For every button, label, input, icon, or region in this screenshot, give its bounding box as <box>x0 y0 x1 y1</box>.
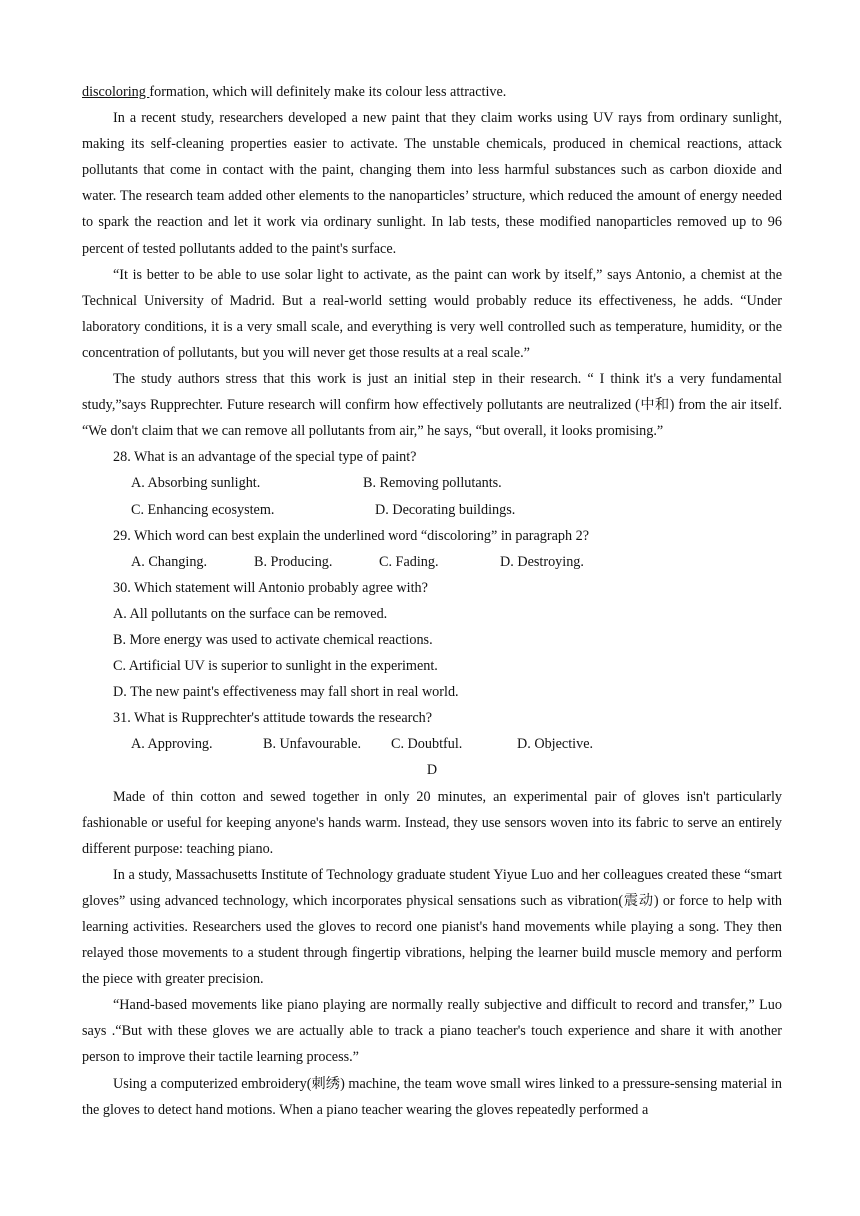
option-31d: D. Objective. <box>517 736 594 753</box>
paragraph-luo-quote: “Hand-based movements like piano playing are normally really subjective and difficult to record and transfer,” Luo says .“But with these gloves we are actually able to track a piano teacher's touch experience and share it with another person to improve their tactile learning process.” <box>82 997 782 1066</box>
paragraph-mit-study: In a study, Massachusetts Institute of Technology graduate student Yiyue Luo and her colleagues created these “smart gloves” using advanced technology, which incorporates physical sensations such as vibration(震动) or force to help with learning activities. Researchers used the gloves to record one pianist's hand movements while playing a song. They then relayed those movements to a student through fingertip vibrations, helping the learner build muscle memory and perform the piece with greater precision. <box>82 866 782 988</box>
paragraph-embroidery: Using a computerized embroidery(刺绣) machine, the team wove small wires linked to a pressure-sensing material in the gloves to detect hand motions. When a piano teacher wearing the gloves repeatedly performed a <box>82 1075 782 1118</box>
paragraph-gloves-intro: Made of thin cotton and sewed together in only 20 minutes, an experimental pair of gloves isn't particularly fashionable or useful for keeping anyone's hands warm. Instead, they use sensors woven into its fabric to serve an entirely different purpose: teaching piano. <box>82 788 782 857</box>
option-30a: A. All pollutants on the surface can be removed. <box>113 605 388 622</box>
option-30b: B. More energy was used to activate chemical reactions. <box>113 631 433 648</box>
continuation-text: formation, which will definitely make its colour less attractive. <box>149 84 507 100</box>
question-29-stem: 29. Which word can best explain the underlined word “discoloring” in paragraph 2? <box>113 527 590 544</box>
option-29c: C. Fading. <box>379 553 439 570</box>
option-31b: B. Unfavourable. <box>263 736 362 753</box>
option-29a: A. Changing. <box>131 553 208 570</box>
question-28-options-row1 <box>131 470 782 496</box>
option-31a: A. Approving. <box>131 736 213 753</box>
option-29b: B. Producing. <box>254 553 333 570</box>
document-page <box>82 79 782 1123</box>
paragraph-paint-study: In a recent study, researchers developed a new paint that they claim works using UV rays from ordinary sunlight, making its self-cleaning properties easier to activate. The unstable chemicals, produced in chemical reactions, attack pollutants that come in contact with the paint, changing them into less harmful substances such as carbon dioxide and water. The research team added other elements to the nanoparticles’ structure, which reduced the amount of energy needed to spark the reaction and let it work via ordinary sunlight. In lab tests, these modified nanoparticles removed up to 96 percent of tested pollutants added to the paint's surface. <box>82 110 782 257</box>
option-28c: C. Enhancing ecosystem. <box>131 501 275 518</box>
question-30-stem: 30. Which statement will Antonio probably agree with? <box>113 579 428 596</box>
paragraph-continuation <box>82 79 782 105</box>
section-d-heading: D <box>426 762 438 779</box>
option-29d: D. Destroying. <box>500 553 584 570</box>
option-30c: C. Artificial UV is superior to sunlight in the experiment. <box>113 658 438 675</box>
option-28b: B. Removing pollutants. <box>363 475 502 492</box>
underlined-word-discoloring: discoloring <box>82 84 150 100</box>
question-28-options-row2 <box>131 497 782 523</box>
question-31-stem: 31. What is Rupprechter's attitude towards the research? <box>113 710 433 727</box>
question-29-options <box>131 549 782 575</box>
option-30d: D. The new paint's effectiveness may fall short in real world. <box>113 684 459 701</box>
option-28a: A. Absorbing sunlight. <box>131 475 261 492</box>
paragraph-rupprechter: The study authors stress that this work is just an initial step in their research. “ I think it's a very fundamental study,”says Rupprechter. Future research will confirm how effectively pollutants are neutralized (中和) from the air itself. “We don't claim that we can remove all pollutants from air,” he says, “but overall, it looks promising.” <box>82 371 782 440</box>
question-31-options <box>131 731 782 757</box>
option-31c: C. Doubtful. <box>391 736 463 753</box>
question-28-stem: 28. What is an advantage of the special type of paint? <box>113 449 417 466</box>
paragraph-antonio-quote: “It is better to be able to use solar light to activate, as the paint can work by itself,” says Antonio, a chemist at the Technical University of Madrid. But a real-world setting would probably reduce its effectiveness, he adds. “Under laboratory conditions, it is a very small scale, and everything is very well controlled such as temperature, humidity, or the concentration of pollutants, but you will never get those results at a real scale.” <box>82 266 782 361</box>
option-28d: D. Decorating buildings. <box>375 501 516 518</box>
